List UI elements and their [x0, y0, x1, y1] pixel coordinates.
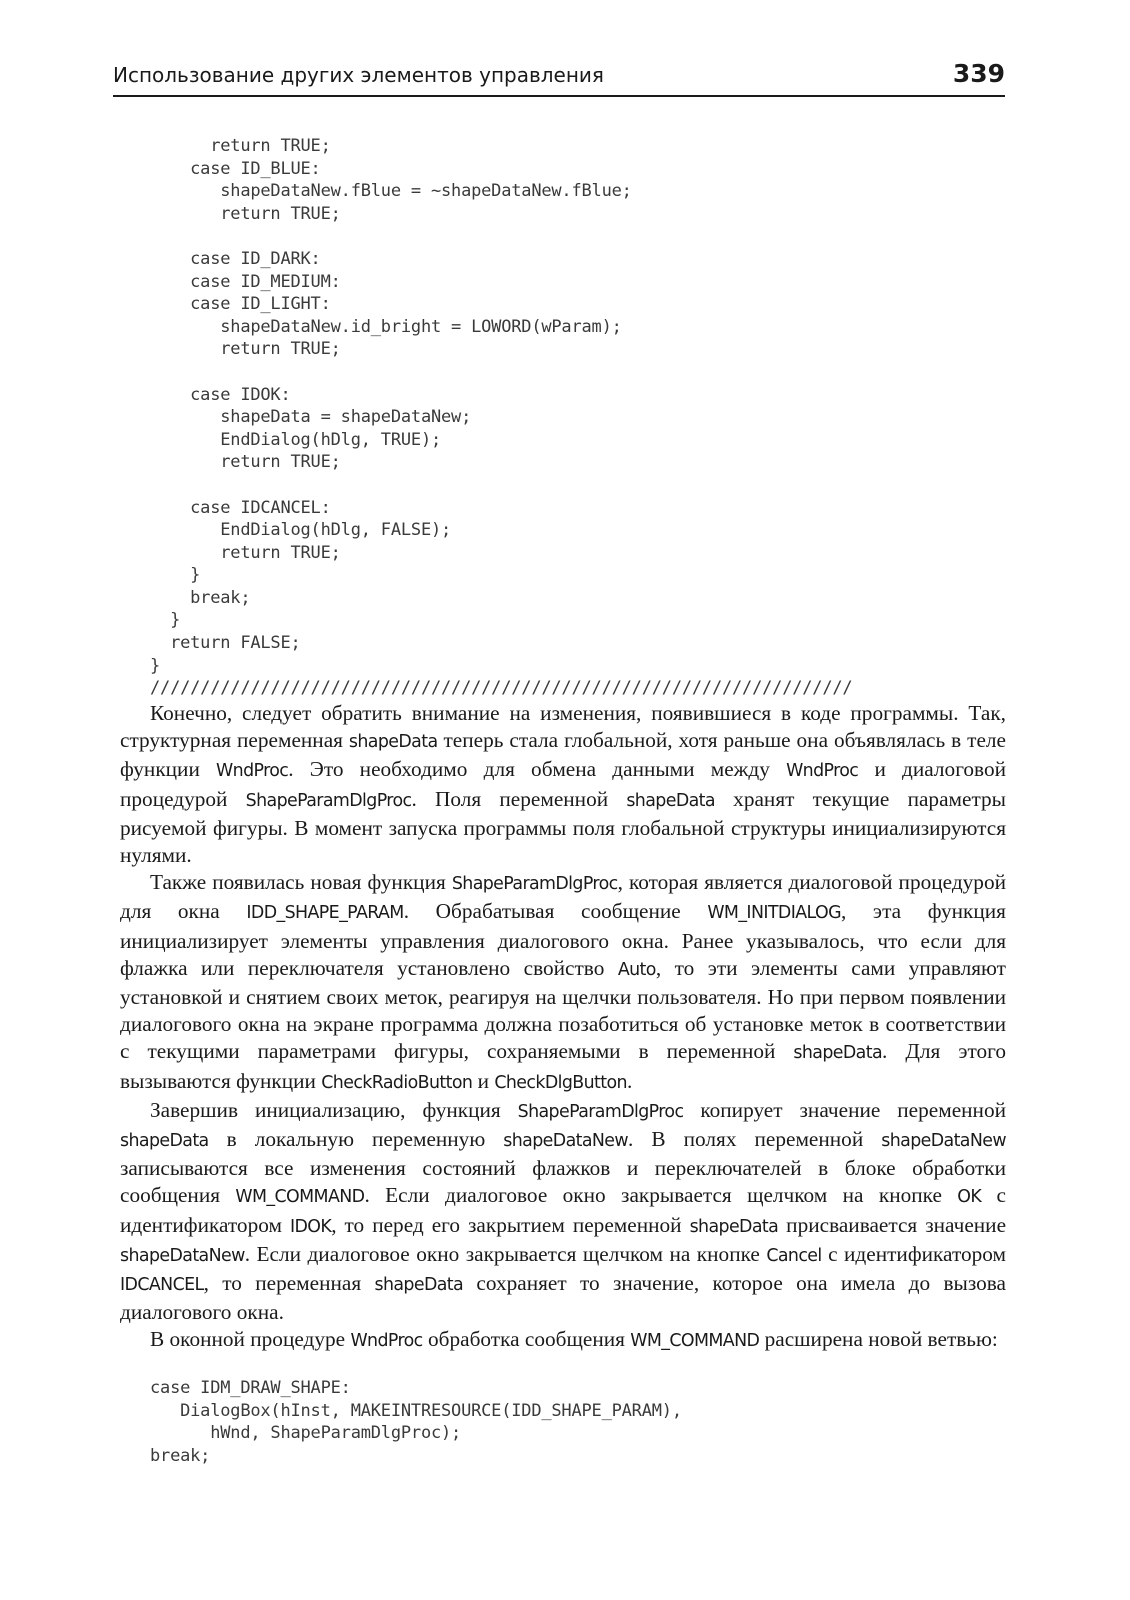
page-number: 339 — [952, 59, 1005, 88]
text-run: , эта функция инициализирует элементы управления диалогового окна. Ранее указывалось, что если для флажка или переключателя установлено свойство — [120, 899, 1006, 980]
inline-code: shapeDataNew — [503, 1131, 629, 1152]
text-run: Конечно, следует обратить внимание на изменения, появившиеся в коде программы. Так, структурная переменная — [120, 701, 1006, 753]
running-header — [113, 61, 1005, 97]
body-text — [120, 700, 1006, 1356]
inline-code: shapeData — [348, 732, 438, 753]
inline-code: shapeData — [374, 1275, 464, 1296]
inline-code: shapeData — [626, 790, 715, 811]
inline-code: WndProc — [786, 761, 859, 782]
inline-code: IDCANCEL — [120, 1275, 204, 1296]
code-snippet — [150, 1377, 682, 1467]
code-line: shapeData = shapeDataNew; — [150, 407, 472, 428]
code-line: return TRUE; — [150, 542, 341, 563]
inline-code: WndProc — [216, 761, 289, 782]
text-run: с идентификатором — [821, 1241, 1006, 1266]
inline-code: WM_COMMAND — [235, 1187, 365, 1208]
paragraph — [120, 869, 1006, 1097]
inline-code: WndProc — [350, 1331, 423, 1352]
code-line: case IDOK: — [150, 384, 291, 405]
text-run: . В полях переменной — [628, 1127, 882, 1152]
text-run: теперь стала глобальной, хотя раньше она объявлялась в теле функции — [120, 728, 1006, 782]
inline-code: IDD_SHAPE_PARAM — [246, 903, 404, 924]
inline-code: shapeData — [793, 1043, 883, 1064]
paragraph — [120, 1326, 1006, 1355]
code-line: case ID_MEDIUM: — [150, 271, 341, 292]
code-line: DialogBox(hInst, MAKEINTRESOURCE(IDD_SHAPE_PARAM), — [150, 1400, 682, 1421]
inline-code: Auto — [617, 959, 656, 980]
inline-code: ShapeParamDlgProc — [451, 874, 618, 895]
inline-code: CheckRadioButton — [321, 1072, 473, 1093]
text-run: . — [626, 1068, 633, 1093]
text-run: обработка сообщения — [422, 1327, 631, 1352]
code-line — [150, 361, 852, 384]
code-line: shapeDataNew.id_bright = LOWORD(wParam); — [150, 316, 622, 337]
inline-code: ShapeParamDlgProc — [517, 1101, 684, 1122]
code-line: case IDM_DRAW_SHAPE: — [150, 1378, 351, 1398]
text-run: , которая является диалоговой процедурой для окна — [120, 870, 1006, 924]
code-line: return TRUE; — [150, 136, 331, 156]
code-line: case ID_BLUE: — [150, 158, 321, 179]
text-run: и диалоговой процедурой — [120, 757, 1006, 811]
inline-code: OK — [957, 1187, 982, 1208]
inline-code: Cancel — [766, 1245, 822, 1266]
chapter-title: Использование других элементов управления — [113, 63, 604, 87]
text-run: хранят текущие параметры рисуемой фигуры. В момент запуска программы поля глобальной структуры инициализируются нулями. — [120, 786, 1006, 868]
text-run: с идентификатором — [120, 1183, 1007, 1237]
code-line: } — [150, 610, 181, 631]
text-run: копирует значение переменной — [683, 1097, 1006, 1122]
code-line: hWnd, ShapeParamDlgProc); — [150, 1423, 462, 1444]
inline-code: shapeDataNew — [120, 1245, 245, 1266]
code-line: return FALSE; — [150, 633, 301, 654]
text-run: расширена новой ветвью: — [759, 1327, 998, 1352]
code-line: ////////////////////////////////////////////////////////////////////// — [150, 678, 853, 699]
text-run: , то эти элементы сами управляют установкой и снятием своих меток, реагируя на щелчки пользователя. Но при первом появлении диалогового окна на экране программа должна позаботиться об установке меток в соответствии с текущими параметрами фигуры, сохраняемыми в переменной — [120, 955, 1006, 1064]
code-line: case ID_LIGHT: — [150, 294, 331, 315]
text-run: сохраняет то значение, которое она имела до вызова диалогового окна. — [120, 1271, 1006, 1325]
inline-code: WM_INITDIALOG — [707, 903, 841, 924]
inline-code: shapeDataNew — [881, 1131, 1006, 1152]
text-run: и — [472, 1068, 495, 1093]
inline-code: ShapeParamDlgProc — [245, 790, 412, 811]
text-run: В оконной процедуре — [150, 1327, 351, 1352]
code-line: case ID_DARK: — [150, 248, 321, 269]
inline-code: shapeData — [689, 1216, 779, 1237]
text-run: . Если диалоговое окно закрывается щелчком на кнопке — [244, 1241, 767, 1266]
code-line: return TRUE; — [150, 203, 341, 224]
code-line: return TRUE; — [150, 339, 341, 360]
text-run: Завершив инициализацию, функция — [150, 1097, 518, 1122]
code-line: } — [150, 565, 201, 586]
code-line: case IDCANCEL: — [150, 497, 331, 518]
text-run: присваивается значение — [778, 1212, 1007, 1237]
text-run: . Поля переменной — [411, 786, 627, 811]
code-line: break; — [150, 587, 251, 608]
text-run: Также появилась новая функция — [150, 870, 452, 895]
text-run: . Это необходимо для обмена данными между — [288, 757, 787, 782]
code-line: EndDialog(hDlg, FALSE); — [150, 520, 452, 541]
code-line: EndDialog(hDlg, TRUE); — [150, 429, 442, 450]
code-line — [150, 225, 852, 248]
inline-code: CheckDlgButton — [494, 1072, 627, 1093]
code-line: shapeDataNew.fBlue = ~shapeDataNew.fBlue; — [150, 181, 632, 202]
inline-code: WM_COMMAND — [630, 1331, 760, 1352]
text-run: в локальную переменную — [208, 1127, 504, 1152]
text-run: . Для этого вызываются функции — [120, 1039, 1006, 1093]
text-run: . Обрабатывая сообщение — [403, 899, 708, 924]
inline-code: shapeData — [120, 1131, 209, 1152]
text-run: . Если диалоговое окно закрывается щелчком на кнопке — [364, 1183, 958, 1208]
code-line — [150, 474, 852, 497]
inline-code: IDOK — [289, 1216, 332, 1237]
paragraph — [120, 700, 1006, 869]
paragraph — [120, 1097, 1006, 1327]
code-line: } — [150, 655, 161, 676]
code-line: break; — [150, 1445, 211, 1466]
code-listing — [150, 135, 852, 700]
text-run: , то перед его закрытием переменной — [331, 1212, 690, 1237]
text-run: записываются все изменения состояний флажков и переключателей в блоке обработки сообщения — [120, 1156, 1006, 1208]
code-line: return TRUE; — [150, 452, 341, 473]
text-run: , то переменная — [203, 1271, 375, 1296]
